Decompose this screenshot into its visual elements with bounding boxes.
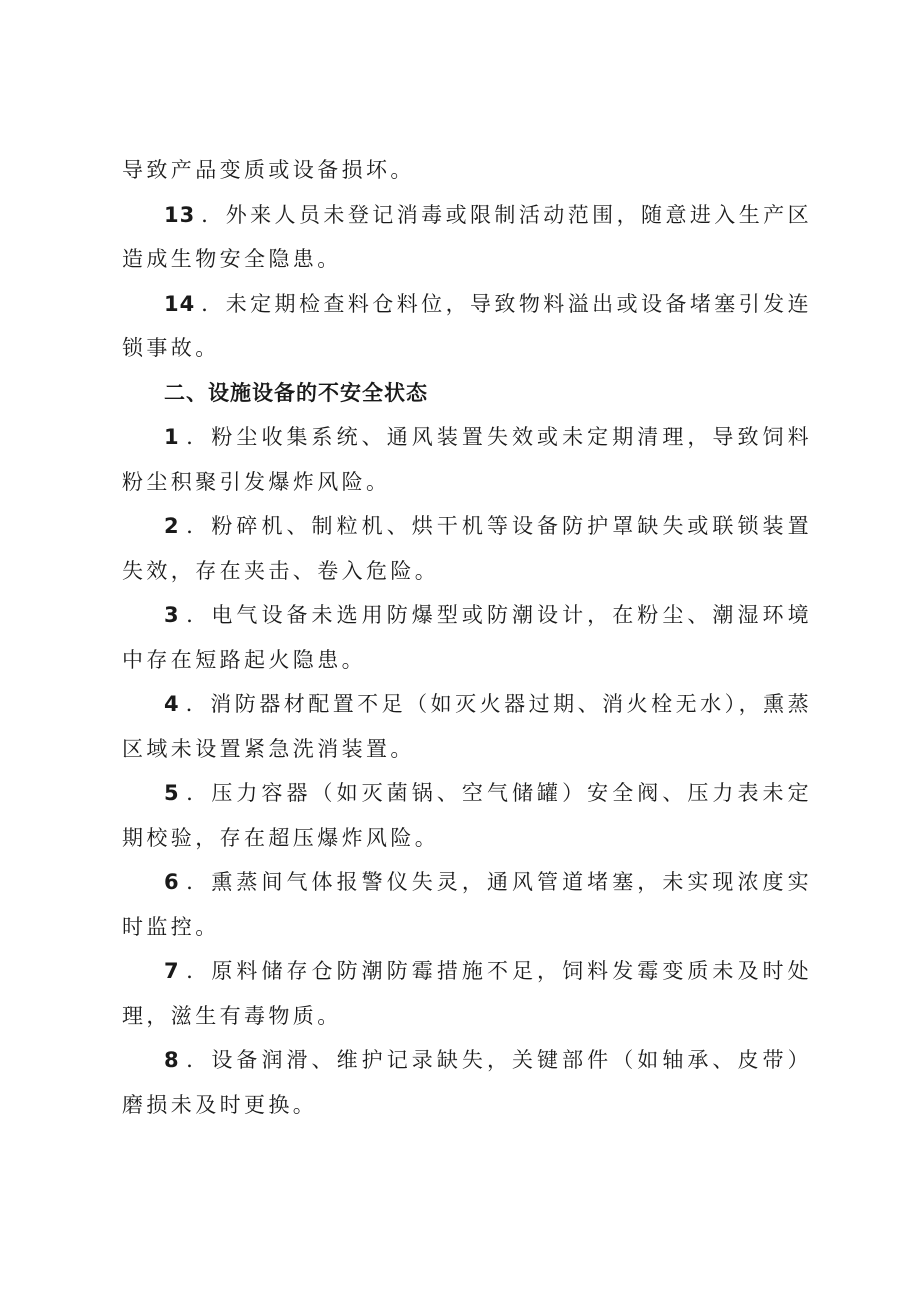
list-item-5	[122, 771, 812, 860]
item-text: ．粉尘收集系统、通风装置失效或未定期清理，导致饲料粉尘积聚引发爆炸风险。	[122, 425, 812, 494]
list-item-1	[122, 415, 812, 504]
item-number: 13	[164, 202, 196, 227]
item-number: 1	[164, 425, 180, 449]
list-item-4	[122, 682, 812, 771]
item-text: ．电气设备未选用防爆型或防潮设计，在粉尘、潮湿环境中存在短路起火隐患。	[122, 603, 812, 672]
list-item-6	[122, 860, 812, 949]
item-number: 8	[164, 1048, 180, 1072]
continuation-paragraph: 导致产品变质或设备损坏。	[122, 158, 415, 182]
item-number: 4	[164, 692, 180, 716]
item-text: ．熏蒸间气体报警仪失灵，通风管道堵塞，未实现浓度实时监控。	[122, 870, 812, 939]
item-text: ．原料储存仓防潮防霉措施不足，饲料发霉变质未及时处理，滋生有毒物质。	[122, 959, 812, 1028]
item-number: 3	[164, 603, 180, 627]
list-item-7	[122, 949, 812, 1038]
item-number: 2	[164, 514, 180, 538]
list-item-3	[122, 593, 812, 682]
item-text: ．压力容器（如灭菌锅、空气储罐）安全阀、压力表未定期校验，存在超压爆炸风险。	[122, 781, 812, 850]
item-text: ．粉碎机、制粒机、烘干机等设备防护罩缺失或联锁装置失效，存在夹击、卷入危险。	[122, 514, 812, 583]
item-text: ．未定期检查料仓料位，导致物料溢出或设备堵塞引发连锁事故。	[122, 291, 812, 360]
item-number: 14	[164, 291, 196, 316]
item-number: 7	[164, 959, 180, 983]
item-number: 6	[164, 870, 180, 894]
list-item-2	[122, 504, 812, 593]
item-number: 5	[164, 781, 180, 805]
list-item-14	[122, 282, 812, 371]
item-text: ．设备润滑、维护记录缺失，关键部件（如轴承、皮带）磨损未及时更换。	[122, 1048, 812, 1117]
section-heading: 二、设施设备的不安全状态	[164, 380, 428, 405]
item-text: ．外来人员未登记消毒或限制活动范围，随意进入生产区造成生物安全隐患。	[122, 202, 812, 271]
item-text: ．消防器材配置不足（如灭火器过期、消火栓无水），熏蒸区域未设置紧急洗消装置。	[122, 692, 812, 761]
document-page	[122, 148, 812, 1127]
list-item-8	[122, 1038, 812, 1127]
list-item-13	[122, 193, 812, 282]
